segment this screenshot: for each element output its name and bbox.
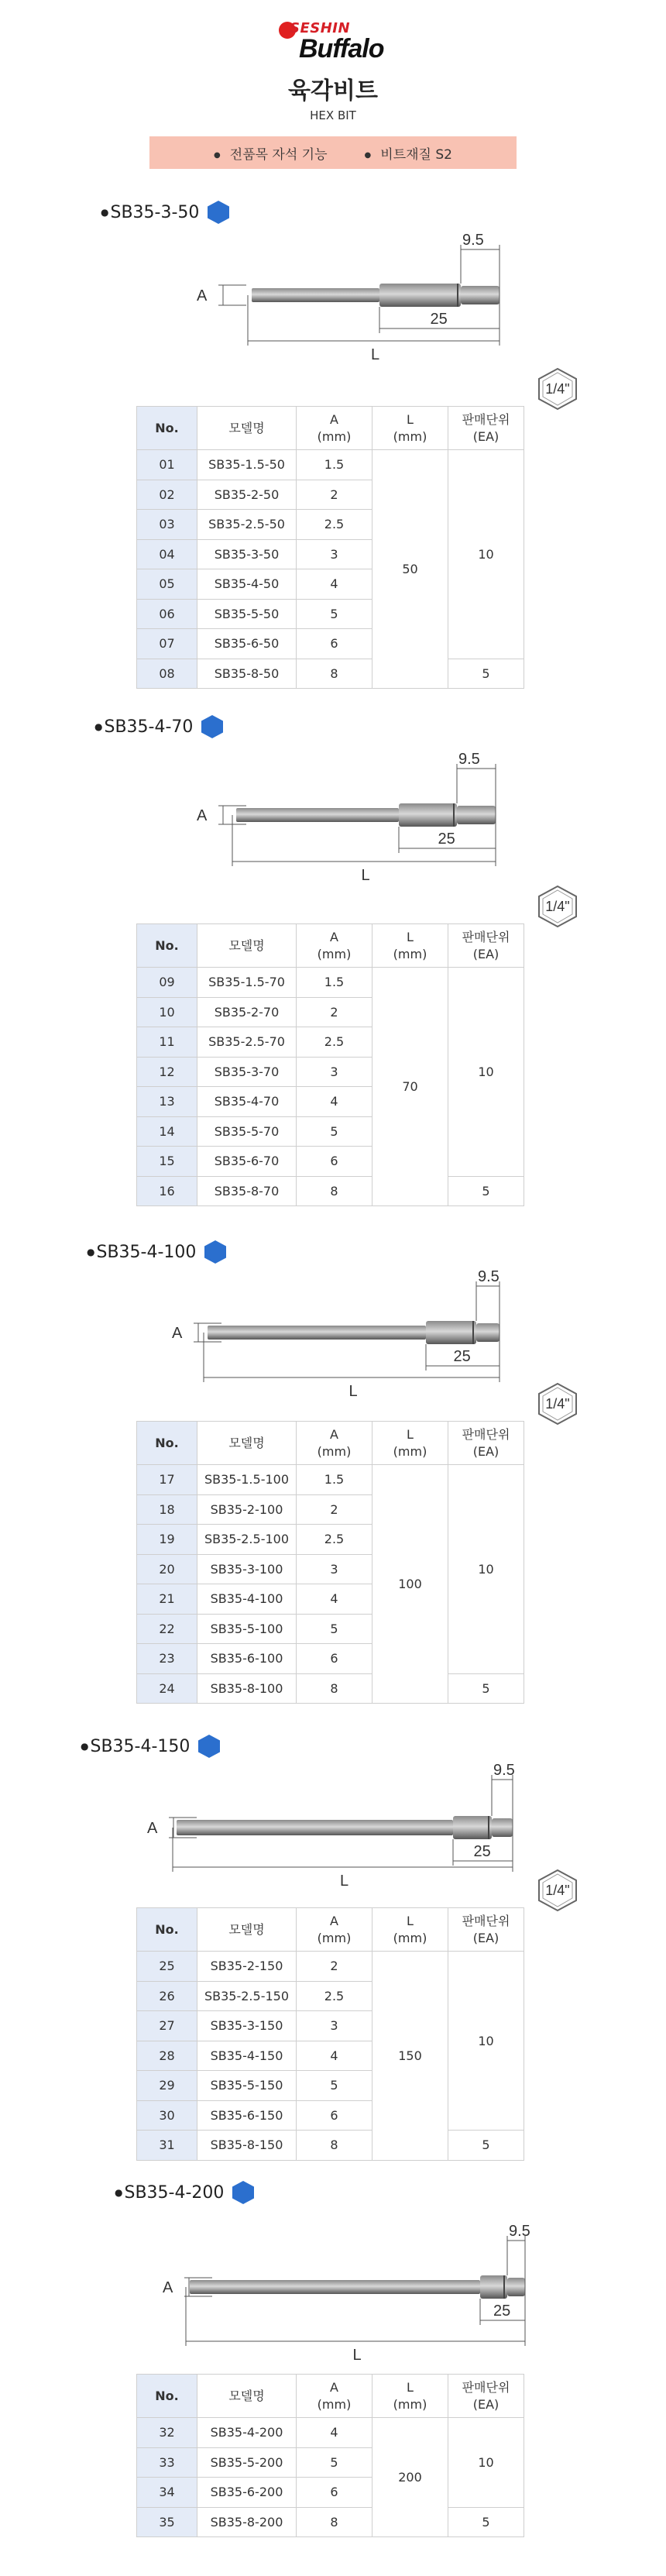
cell-model: SB35-8-50: [197, 659, 297, 689]
bit-hex-shank: [492, 1818, 513, 1837]
badge-text: 1/4": [545, 1396, 570, 1412]
header-model: 모델명: [197, 1908, 297, 1952]
dim-25-label: 25: [493, 2303, 511, 2320]
cell-no: 10: [137, 997, 197, 1027]
cell-no: 15: [137, 1147, 197, 1177]
cell-unit-last: 5: [448, 2507, 524, 2537]
bit-hex-shank: [457, 806, 496, 824]
cell-no: 26: [137, 1981, 197, 2011]
cell-unit-main: 10: [448, 1465, 524, 1674]
cell-model: SB35-6-200: [197, 2478, 297, 2508]
bit-body: [480, 2275, 507, 2299]
cell-no: 21: [137, 1584, 197, 1615]
cell-no: 27: [137, 2011, 197, 2041]
cell-model: SB35-5-100: [197, 1614, 297, 1644]
hex-outline-icon: [537, 1382, 578, 1426]
cell-a: 8: [297, 2131, 372, 2161]
header-no: No.: [137, 1422, 197, 1465]
cell-no: 08: [137, 659, 197, 689]
dim-a-label: A: [172, 1325, 183, 1342]
cell-a: 6: [297, 1147, 372, 1177]
cell-no: 25: [137, 1952, 197, 1982]
header-l: [372, 2375, 448, 2418]
cell-no: 23: [137, 1644, 197, 1674]
header-unit-text: 판매단위 (EA): [462, 1426, 510, 1459]
cell-a: 8: [297, 659, 372, 689]
cell-a: 4: [297, 2418, 372, 2448]
header-model: 모델명: [197, 2375, 297, 2418]
header-l-text: L (mm): [393, 929, 427, 961]
header-unit-text: 판매단위 (EA): [462, 1913, 510, 1945]
dim-25-label: 25: [473, 1843, 491, 1860]
cell-unit-main: 10: [448, 2418, 524, 2508]
page-title: 육각비트: [288, 77, 378, 105]
header-a: [297, 1422, 372, 1465]
cell-unit-last: 5: [448, 1176, 524, 1206]
cell-no: 01: [137, 450, 197, 480]
dim-25-label: 25: [453, 1348, 471, 1365]
cell-a: 5: [297, 599, 372, 629]
cell-model: SB35-4-70: [197, 1087, 297, 1117]
hex-icon: [204, 1240, 227, 1264]
header-l: [372, 1908, 448, 1952]
table-row: [137, 1176, 524, 1206]
cell-model: SB35-5-70: [197, 1116, 297, 1147]
cell-no: 13: [137, 1087, 197, 1117]
cell-unit-main: 10: [448, 1952, 524, 2131]
badge-text: 1/4": [545, 381, 570, 397]
spec-table: [136, 1421, 524, 1704]
bit-hex-shank: [507, 2278, 525, 2296]
cell-a: 6: [297, 629, 372, 659]
section-heading: [87, 1240, 227, 1264]
cell-model: SB35-8-100: [197, 1673, 297, 1704]
table-row: [137, 2418, 524, 2448]
cell-no: 31: [137, 2131, 197, 2161]
cell-model: SB35-4-150: [197, 2041, 297, 2071]
header-no: No.: [137, 924, 197, 968]
header-unit-text: 판매단위 (EA): [462, 411, 510, 444]
bit-shaft: [208, 1326, 426, 1340]
bullet-icon: ●: [94, 721, 103, 732]
hex-size-badge: [537, 1869, 578, 1912]
header-l-text: L (mm): [393, 1426, 427, 1459]
header-a-text: A (mm): [317, 1426, 352, 1459]
table-header-row: [137, 2375, 524, 2418]
cell-no: 34: [137, 2478, 197, 2508]
cell-length: 100: [372, 1465, 448, 1704]
cell-no: 18: [137, 1494, 197, 1525]
dim-25-label: 25: [438, 831, 455, 848]
cell-model: SB35-6-150: [197, 2100, 297, 2131]
dim-95-label: 9.5: [478, 1268, 499, 1285]
bullet-icon: ●: [101, 207, 109, 218]
cell-length: 50: [372, 450, 448, 689]
cell-no: 20: [137, 1554, 197, 1584]
cell-no: 19: [137, 1525, 197, 1555]
bit-shaft: [190, 2280, 480, 2294]
dim-l-label: L: [371, 346, 380, 363]
header-l: [372, 407, 448, 450]
cell-no: 35: [137, 2507, 197, 2537]
hex-size-badge: [537, 885, 578, 928]
table-row: [137, 968, 524, 998]
header-unit: [448, 1908, 524, 1952]
bit-body: [379, 284, 461, 307]
header-model: 모델명: [197, 1422, 297, 1465]
header-unit-text: 판매단위 (EA): [462, 929, 510, 961]
header-a: [297, 407, 372, 450]
cell-a: 5: [297, 1116, 372, 1147]
cell-length: 70: [372, 968, 448, 1206]
header-a: [297, 1908, 372, 1952]
cell-a: 1.5: [297, 450, 372, 480]
cell-model: SB35-2.5-70: [197, 1027, 297, 1058]
bit-body: [426, 1321, 476, 1344]
section-heading: [81, 1734, 221, 1759]
hex-icon: [232, 2180, 255, 2205]
table-header-row: [137, 924, 524, 968]
header-model: 모델명: [197, 924, 297, 968]
bit-shaft: [236, 808, 399, 822]
cell-a: 2: [297, 1952, 372, 1982]
cell-no: 22: [137, 1614, 197, 1644]
dim-l-label: L: [361, 867, 370, 884]
hex-icon: [197, 1734, 221, 1759]
cell-model: SB35-5-150: [197, 2071, 297, 2101]
feature-magnetic: ● 전품목 자석 기능: [214, 143, 328, 163]
cell-a: 4: [297, 2041, 372, 2071]
cell-no: 04: [137, 539, 197, 569]
dim-95-label: 9.5: [462, 232, 484, 249]
table-row: [137, 1673, 524, 1704]
header-model: 모델명: [197, 407, 297, 450]
table-header-row: [137, 1908, 524, 1952]
dim-a-label: A: [197, 287, 208, 304]
section-model-name: SB35-4-70: [104, 717, 194, 737]
cell-model: SB35-2.5-150: [197, 1981, 297, 2011]
header-unit-text: 판매단위 (EA): [462, 2379, 510, 2412]
cell-model: SB35-2.5-100: [197, 1525, 297, 1555]
dim-l-label: L: [348, 1383, 358, 1400]
header-a-text: A (mm): [317, 1913, 352, 1945]
cell-model: SB35-8-200: [197, 2507, 297, 2537]
cell-no: 03: [137, 510, 197, 540]
cell-a: 2.5: [297, 1525, 372, 1555]
logo-seshin-text: SESHIN: [290, 20, 351, 36]
cell-model: SB35-8-150: [197, 2131, 297, 2161]
cell-unit-main: 10: [448, 450, 524, 659]
header-unit: [448, 1422, 524, 1465]
cell-a: 2: [297, 997, 372, 1027]
table-header-row: [137, 407, 524, 450]
cell-model: SB35-2.5-50: [197, 510, 297, 540]
cell-no: 17: [137, 1465, 197, 1495]
header-l: [372, 924, 448, 968]
bullet-icon: ●: [81, 1741, 89, 1752]
cell-no: 02: [137, 480, 197, 510]
cell-a: 5: [297, 1614, 372, 1644]
header-l-text: L (mm): [393, 1913, 427, 1945]
page-subtitle: HEX BIT: [310, 108, 356, 122]
table-header-row: [137, 1422, 524, 1465]
cell-a: 2: [297, 480, 372, 510]
header-no: No.: [137, 1908, 197, 1952]
cell-a: 4: [297, 1584, 372, 1615]
cell-a: 1.5: [297, 968, 372, 998]
section-model-name: SB35-4-150: [90, 1736, 191, 1756]
cell-a: 5: [297, 2071, 372, 2101]
cell-model: SB35-8-70: [197, 1176, 297, 1206]
cell-model: SB35-2-50: [197, 480, 297, 510]
spec-table: [136, 923, 524, 1206]
header-no: No.: [137, 2375, 197, 2418]
cell-model: SB35-5-50: [197, 599, 297, 629]
cell-a: 3: [297, 539, 372, 569]
cell-model: SB35-1.5-100: [197, 1465, 297, 1495]
cell-model: SB35-3-70: [197, 1057, 297, 1087]
cell-no: 28: [137, 2041, 197, 2071]
cell-a: 4: [297, 1087, 372, 1117]
feature-material: ● 비트재질 S2: [365, 143, 452, 163]
section-model-name: SB35-4-100: [96, 1242, 197, 1262]
bit-body: [399, 803, 457, 827]
spec-table: [136, 406, 524, 689]
dim-25-label: 25: [430, 311, 448, 328]
cell-model: SB35-4-200: [197, 2418, 297, 2448]
cell-a: 8: [297, 2507, 372, 2537]
dim-95-label: 9.5: [509, 2223, 530, 2240]
hex-size-badge: [537, 1382, 578, 1426]
cell-model: SB35-2-150: [197, 1952, 297, 1982]
bit-hex-shank: [476, 1323, 499, 1342]
section-heading: [101, 200, 230, 225]
cell-unit-main: 10: [448, 968, 524, 1177]
header-unit: [448, 924, 524, 968]
cell-length: 200: [372, 2418, 448, 2537]
dim-95-label: 9.5: [458, 751, 480, 768]
cell-model: SB35-6-100: [197, 1644, 297, 1674]
section-heading: [94, 714, 224, 739]
cell-model: SB35-3-100: [197, 1554, 297, 1584]
brand-logo: [279, 15, 395, 62]
dim-l-label: L: [352, 2347, 362, 2364]
cell-a: 3: [297, 1057, 372, 1087]
cell-model: SB35-3-150: [197, 2011, 297, 2041]
cell-unit-last: 5: [448, 2131, 524, 2161]
cell-no: 12: [137, 1057, 197, 1087]
cell-no: 06: [137, 599, 197, 629]
header-l-text: L (mm): [393, 411, 427, 444]
dim-a-label: A: [163, 2279, 173, 2296]
dim-a-label: A: [197, 807, 208, 824]
header-no: No.: [137, 407, 197, 450]
cell-no: 24: [137, 1673, 197, 1704]
badge-text: 1/4": [545, 1883, 570, 1898]
header-a: [297, 2375, 372, 2418]
cell-no: 09: [137, 968, 197, 998]
cell-a: 2.5: [297, 1027, 372, 1058]
header-a-text: A (mm): [317, 929, 352, 961]
cell-model: SB35-3-50: [197, 539, 297, 569]
header-unit: [448, 407, 524, 450]
cell-no: 14: [137, 1116, 197, 1147]
spec-table: [136, 2374, 524, 2537]
cell-model: SB35-4-100: [197, 1584, 297, 1615]
hex-icon: [207, 200, 230, 225]
section-model-name: SB35-3-50: [110, 202, 200, 222]
cell-model: SB35-1.5-70: [197, 968, 297, 998]
table-row: [137, 659, 524, 689]
bit-shaft: [252, 288, 379, 302]
dim-95-label: 9.5: [493, 1762, 515, 1779]
header-a-text: A (mm): [317, 2379, 352, 2412]
cell-a: 3: [297, 2011, 372, 2041]
logo-buffalo-text: Buffalo: [299, 34, 384, 64]
header-a-text: A (mm): [317, 411, 352, 444]
bit-shaft: [177, 1820, 453, 1835]
dim-a-label: A: [147, 1820, 158, 1837]
cell-a: 6: [297, 1644, 372, 1674]
cell-unit-last: 5: [448, 659, 524, 689]
cell-model: SB35-4-50: [197, 569, 297, 600]
header-l-text: L (mm): [393, 2379, 427, 2412]
hex-outline-icon: [537, 367, 578, 411]
cell-model: SB35-5-200: [197, 2447, 297, 2478]
cell-a: 2.5: [297, 510, 372, 540]
spec-table: [136, 1907, 524, 2161]
cell-model: SB35-6-70: [197, 1147, 297, 1177]
dim-l-label: L: [340, 1873, 349, 1890]
cell-model: SB35-1.5-50: [197, 450, 297, 480]
cell-a: 8: [297, 1176, 372, 1206]
cell-model: SB35-2-70: [197, 997, 297, 1027]
cell-no: 11: [137, 1027, 197, 1058]
table-row: [137, 450, 524, 480]
hex-icon: [201, 714, 224, 739]
cell-a: 5: [297, 2447, 372, 2478]
hex-outline-icon: [537, 885, 578, 928]
table-row: [137, 2131, 524, 2161]
badge-text: 1/4": [545, 899, 570, 914]
hex-size-badge: [537, 367, 578, 411]
header-l: [372, 1422, 448, 1465]
bit-body: [453, 1816, 492, 1839]
table-row: [137, 1952, 524, 1982]
cell-a: 2.5: [297, 1981, 372, 2011]
cell-no: 16: [137, 1176, 197, 1206]
table-row: [137, 2507, 524, 2537]
cell-model: SB35-2-100: [197, 1494, 297, 1525]
cell-length: 150: [372, 1952, 448, 2161]
cell-a: 6: [297, 2478, 372, 2508]
bullet-icon: ●: [115, 2187, 123, 2198]
bit-hex-shank: [461, 286, 499, 304]
bullet-icon: ●: [87, 1247, 95, 1257]
cell-a: 1.5: [297, 1465, 372, 1495]
cell-a: 4: [297, 569, 372, 600]
header-unit: [448, 2375, 524, 2418]
table-row: [137, 1465, 524, 1495]
cell-no: 07: [137, 629, 197, 659]
feature-box: [149, 136, 517, 169]
cell-no: 30: [137, 2100, 197, 2131]
cell-a: 6: [297, 2100, 372, 2131]
cell-a: 3: [297, 1554, 372, 1584]
header-a: [297, 924, 372, 968]
cell-a: 8: [297, 1673, 372, 1704]
cell-a: 2: [297, 1494, 372, 1525]
cell-no: 05: [137, 569, 197, 600]
hex-outline-icon: [537, 1869, 578, 1912]
section-heading: [115, 2180, 255, 2205]
cell-no: 33: [137, 2447, 197, 2478]
cell-no: 32: [137, 2418, 197, 2448]
section-model-name: SB35-4-200: [124, 2182, 225, 2203]
cell-unit-last: 5: [448, 1673, 524, 1704]
cell-model: SB35-6-50: [197, 629, 297, 659]
cell-no: 29: [137, 2071, 197, 2101]
